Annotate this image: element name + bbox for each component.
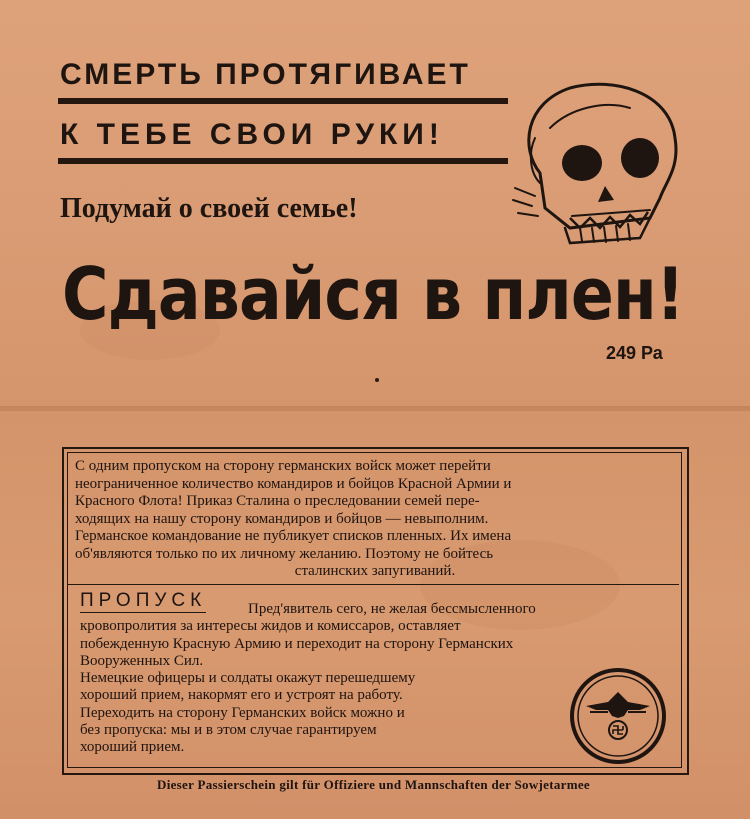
paragraph-line: С одним пропуском на сторону германских войск может перейти [75, 458, 491, 474]
section-divider [68, 584, 679, 585]
main-slogan: Сдавайся в плен! [62, 252, 684, 336]
intro-paragraph [75, 458, 675, 581]
paragraph-last-line: сталинских запугиваний. [294, 563, 456, 579]
pass-text-1 [80, 601, 675, 670]
headline-line2: К ТЕБЕ СВОИ РУКИ! [60, 118, 444, 151]
leaflet-code: 249 Ра [606, 343, 663, 363]
german-footer: Dieser Passierschein gilt für Offiziere und Mannschaften der Sowjetarmee [157, 777, 590, 792]
ink-dot [375, 378, 379, 382]
pass-text-2 [80, 670, 550, 756]
pass-line: Немецкие офицеры и солдаты окажут перешедшему [80, 670, 416, 686]
pass-line: хороший прием. [80, 739, 185, 756]
pass-line: Вооруженных Сил. [80, 652, 204, 669]
eagle-emblem-icon [568, 666, 668, 766]
paragraph-line: ходящих на нашу сторону командиров и бойцов — невыполним. [75, 510, 489, 527]
pass-line: Переходить на сторону Германских войск можно и [80, 704, 405, 721]
paragraph-line: Красного Флота! Приказ Сталина о преследовании семей пере- [75, 493, 480, 509]
paragraph-line: Германское командование не публикует списков пленных. Их имена [75, 528, 512, 544]
headline-line3: Подумай о своей семье! [60, 193, 358, 224]
pass-line: Пред'явитель сего, не желая бессмысленного [248, 601, 536, 617]
pass-line: без пропуска: мы и в этом случае гарантируем [80, 721, 377, 738]
fold-line [0, 406, 750, 411]
headline-rule-1 [58, 98, 508, 104]
pass-line: хороший прием, накормят его и устроят на работу. [80, 687, 403, 704]
skull-icon [510, 78, 685, 248]
paragraph-line: об'являются только по их личному желанию. Поэтому не бойтесь [75, 545, 494, 562]
pass-line: побежденную Красную Армию и переходит на сторону Германских [80, 635, 514, 652]
pass-line: кровопролития за интересы жидов и комиссаров, оставляет [80, 618, 461, 635]
headline-line1: СМЕРТЬ ПРОТЯГИВАЕТ [60, 58, 471, 91]
headline-rule-2 [58, 158, 508, 164]
paragraph-line: неограниченное количество командиров и бойцов Красной Армии и [75, 475, 512, 492]
pass-title: ПРОПУСК [80, 590, 207, 611]
